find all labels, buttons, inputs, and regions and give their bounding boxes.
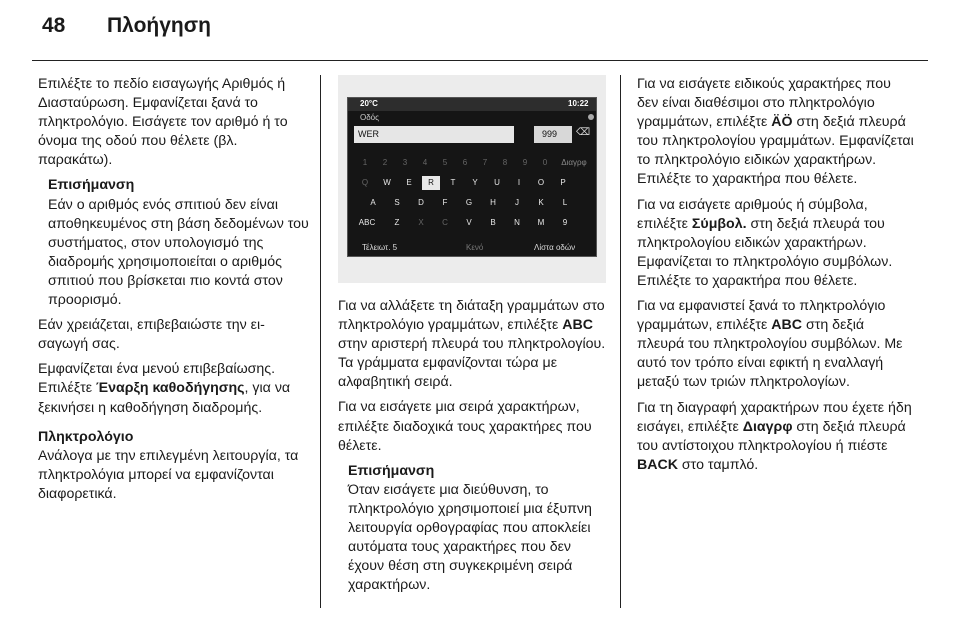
- key[interactable]: U: [494, 178, 500, 187]
- key-row-1: [348, 176, 597, 194]
- section-heading: Πληκτρολόγιο: [38, 428, 134, 445]
- key[interactable]: L: [562, 198, 568, 207]
- term-special-chars: ÄÖ: [771, 114, 793, 131]
- key[interactable]: A: [370, 198, 376, 207]
- space-key[interactable]: Κενό: [466, 243, 484, 252]
- key[interactable]: T: [450, 178, 456, 187]
- key-row-digits: [348, 156, 597, 174]
- key[interactable]: E: [406, 178, 412, 187]
- key[interactable]: H: [490, 198, 496, 207]
- street-input[interactable]: WER: [354, 126, 514, 143]
- delete-key[interactable]: Διαγρφ: [561, 158, 587, 167]
- key[interactable]: 8: [502, 158, 508, 167]
- key[interactable]: W: [383, 178, 391, 187]
- key[interactable]: I: [517, 178, 521, 187]
- key[interactable]: K: [538, 198, 544, 207]
- term-abc: ABC: [771, 317, 803, 334]
- text-run: Για να εμφανιστεί ξανά το πληκτρολόγιο γραμμάτων, επιλέξτε: [637, 298, 886, 334]
- key[interactable]: P: [560, 178, 566, 187]
- column-middle: [338, 75, 606, 601]
- key[interactable]: V: [466, 218, 472, 227]
- key[interactable]: O: [537, 178, 545, 187]
- text-run: Για να εισάγετε ειδικούς χαρακτήρες που δεν είναι διαθέσιμοι στο πληκτρολόγιο γραμμάτων, επιλέξτε: [637, 76, 891, 131]
- paragraph: [38, 360, 310, 417]
- paragraph: [637, 399, 915, 475]
- status-bar: [348, 98, 596, 111]
- key[interactable]: 6: [462, 158, 468, 167]
- temperature: 20°C: [360, 99, 378, 108]
- key[interactable]: 2: [382, 158, 388, 167]
- key[interactable]: B: [490, 218, 496, 227]
- key[interactable]: 0: [542, 158, 548, 167]
- key[interactable]: C: [442, 218, 448, 227]
- field-label: Οδός: [360, 113, 379, 122]
- screenshot-figure: [338, 75, 606, 283]
- menu-term-start-guidance: Έναρξη καθοδήγησης: [96, 380, 245, 397]
- key[interactable]: 4: [422, 158, 428, 167]
- header-divider: [32, 60, 928, 61]
- done-key[interactable]: Τέλειωτ. 5: [362, 243, 398, 252]
- text-run: στη δεξιά πλευρά του πληκτρολογίου ειδικών χαρακτήρων. Εμφανίζεται το πληκτρολόγιο συμβόλων. Επιλέξτε το χαρακτήρα που θέλετε.: [637, 215, 893, 289]
- paragraph: Εάν χρειάζεται, επιβεβαιώστε την εισαγωγή σας.: [38, 317, 265, 353]
- text-run: στη δεξιά πλευρά του αντίστοιχου πληκτρολογίου ή πιέστε: [637, 418, 906, 454]
- key-selected[interactable]: R: [422, 176, 440, 190]
- note-text: Εάν ο αριθμός ενός σπιτιού δεν είναι αποθηκευμένος στη βάση δεδομένων του συστήματος, στον υπολογισμό της διαδρομής χρησιμοποιείται ο αριθμός σπιτιού που βρίσκεται πιο κοντά στον προορισμό.: [48, 196, 309, 309]
- indicator-dot-icon: [588, 114, 594, 120]
- text-run: , για να ξεκινήσει η καθοδήγηση διαδρομής.: [38, 380, 291, 416]
- clock: 10:22: [568, 99, 589, 108]
- note-text: Όταν εισάγετε μια διεύθυνση, το πληκτρολόγιο χρησιμοποιεί μια έξυπνη λειτουργία ορθογραφίας που αποκλείει αυτόματα τους χαρακτήρες που δεν έχουν θέση στη συγκεκριμένη σειρά χαρακτήρων.: [348, 481, 592, 594]
- key-row-2: [348, 196, 597, 214]
- paragraph: [637, 75, 915, 190]
- paragraph: [338, 297, 606, 392]
- text-run: Για να εισάγετε αριθμούς ή σύμβολα, επιλέξτε: [637, 196, 868, 232]
- street-list-key[interactable]: Λίστα οδών: [534, 243, 576, 252]
- term-delete: Διαγρφ: [742, 418, 793, 435]
- page-title: Πλοήγηση: [107, 14, 211, 37]
- key[interactable]: 9: [522, 158, 528, 167]
- term-abc: ABC: [562, 317, 594, 334]
- text-run: στη δεξιά πλευρά του πληκτρολογίου γραμμάτων. Εμφανίζεται το πληκτρολόγιο ειδικών χαρακτήρων. Επιλέξτε το χαρακτήρα που θέλετε.: [637, 114, 914, 188]
- key[interactable]: M: [537, 218, 545, 227]
- back-icon[interactable]: ⌫: [576, 127, 591, 138]
- result-count: 999: [534, 126, 572, 143]
- paragraph: Επιλέξτε το πεδίο εισαγωγής Αριθμός ή Διασταύρωση. Εμφανίζεται ξανά το πληκτρολόγιο. Εισάγετε τον αριθμό ή το όνομα της οδού που θέλετε (βλ. παρακάτω).: [38, 76, 288, 169]
- text-run: Για τη διαγραφή χαρακτήρων που έχετε ήδη εισάγει, επιλέξτε: [637, 399, 912, 435]
- column-left: [38, 75, 310, 510]
- page-header: [32, 14, 928, 44]
- key[interactable]: 3: [402, 158, 408, 167]
- key[interactable]: G: [465, 198, 473, 207]
- key[interactable]: 7: [482, 158, 488, 167]
- text-run: Εμφανίζεται ένα μενού επιβεβαίωσης. Επιλέξτε: [38, 361, 276, 397]
- note-title: Επισήμανση: [48, 177, 135, 194]
- column-divider: [320, 75, 321, 608]
- key[interactable]: 9: [562, 218, 568, 227]
- text-run: στο ταμπλό.: [677, 456, 759, 473]
- key[interactable]: 5: [442, 158, 448, 167]
- keyboard-screen: [347, 97, 597, 257]
- key[interactable]: Z: [394, 218, 400, 227]
- term-symbols: Σύμβολ.: [691, 215, 747, 232]
- abc-key[interactable]: ABC: [358, 218, 376, 227]
- key[interactable]: 1: [362, 158, 368, 167]
- text-run: στη δεξιά πλευρά του πληκτρολογίου συμβόλων. Με αυτό τον τρόπο είναι εφικτή η εναλλαγή μεταξύ των τριών πληκτρολογίων.: [637, 317, 903, 391]
- column-divider: [620, 75, 621, 608]
- term-back: BACK: [637, 456, 678, 473]
- keyboard-bottom-row: [348, 241, 597, 255]
- key[interactable]: N: [514, 218, 520, 227]
- key[interactable]: J: [515, 198, 519, 207]
- paragraph: [637, 297, 915, 392]
- column-right: [637, 75, 915, 481]
- paragraph: Ανάλογα με την επιλεγμένη λειτουργία, τα πληκτρολόγια μπορεί να εμφανίζονται διαφορετικά.: [38, 447, 299, 502]
- note-box: [48, 176, 310, 310]
- text-run: στην αριστερή πλευρά του πληκτρολογίου. Τα γράμματα εμφανίζονται τώρα με αλφαβητική σειρά.: [338, 336, 606, 391]
- note-title: Επισήμανση: [348, 462, 435, 479]
- key[interactable]: Q: [361, 178, 369, 187]
- paragraph: Για να εισάγετε μια σειρά χαρακτήρων, επιλέξτε διαδοχικά τους χαρακτήρες που θέλετε.: [338, 399, 592, 454]
- note-box: [348, 462, 606, 596]
- text-run: Για να αλλάξετε τη διάταξη γραμμάτων στο πληκτρολόγιο γραμμάτων, επιλέξτε: [338, 298, 605, 334]
- key[interactable]: Y: [472, 178, 478, 187]
- page-number: 48: [42, 14, 66, 37]
- key[interactable]: F: [442, 198, 448, 207]
- key[interactable]: X: [418, 218, 424, 227]
- key-row-3: [348, 216, 597, 234]
- key[interactable]: D: [418, 198, 424, 207]
- key[interactable]: S: [394, 198, 400, 207]
- paragraph: [637, 196, 915, 291]
